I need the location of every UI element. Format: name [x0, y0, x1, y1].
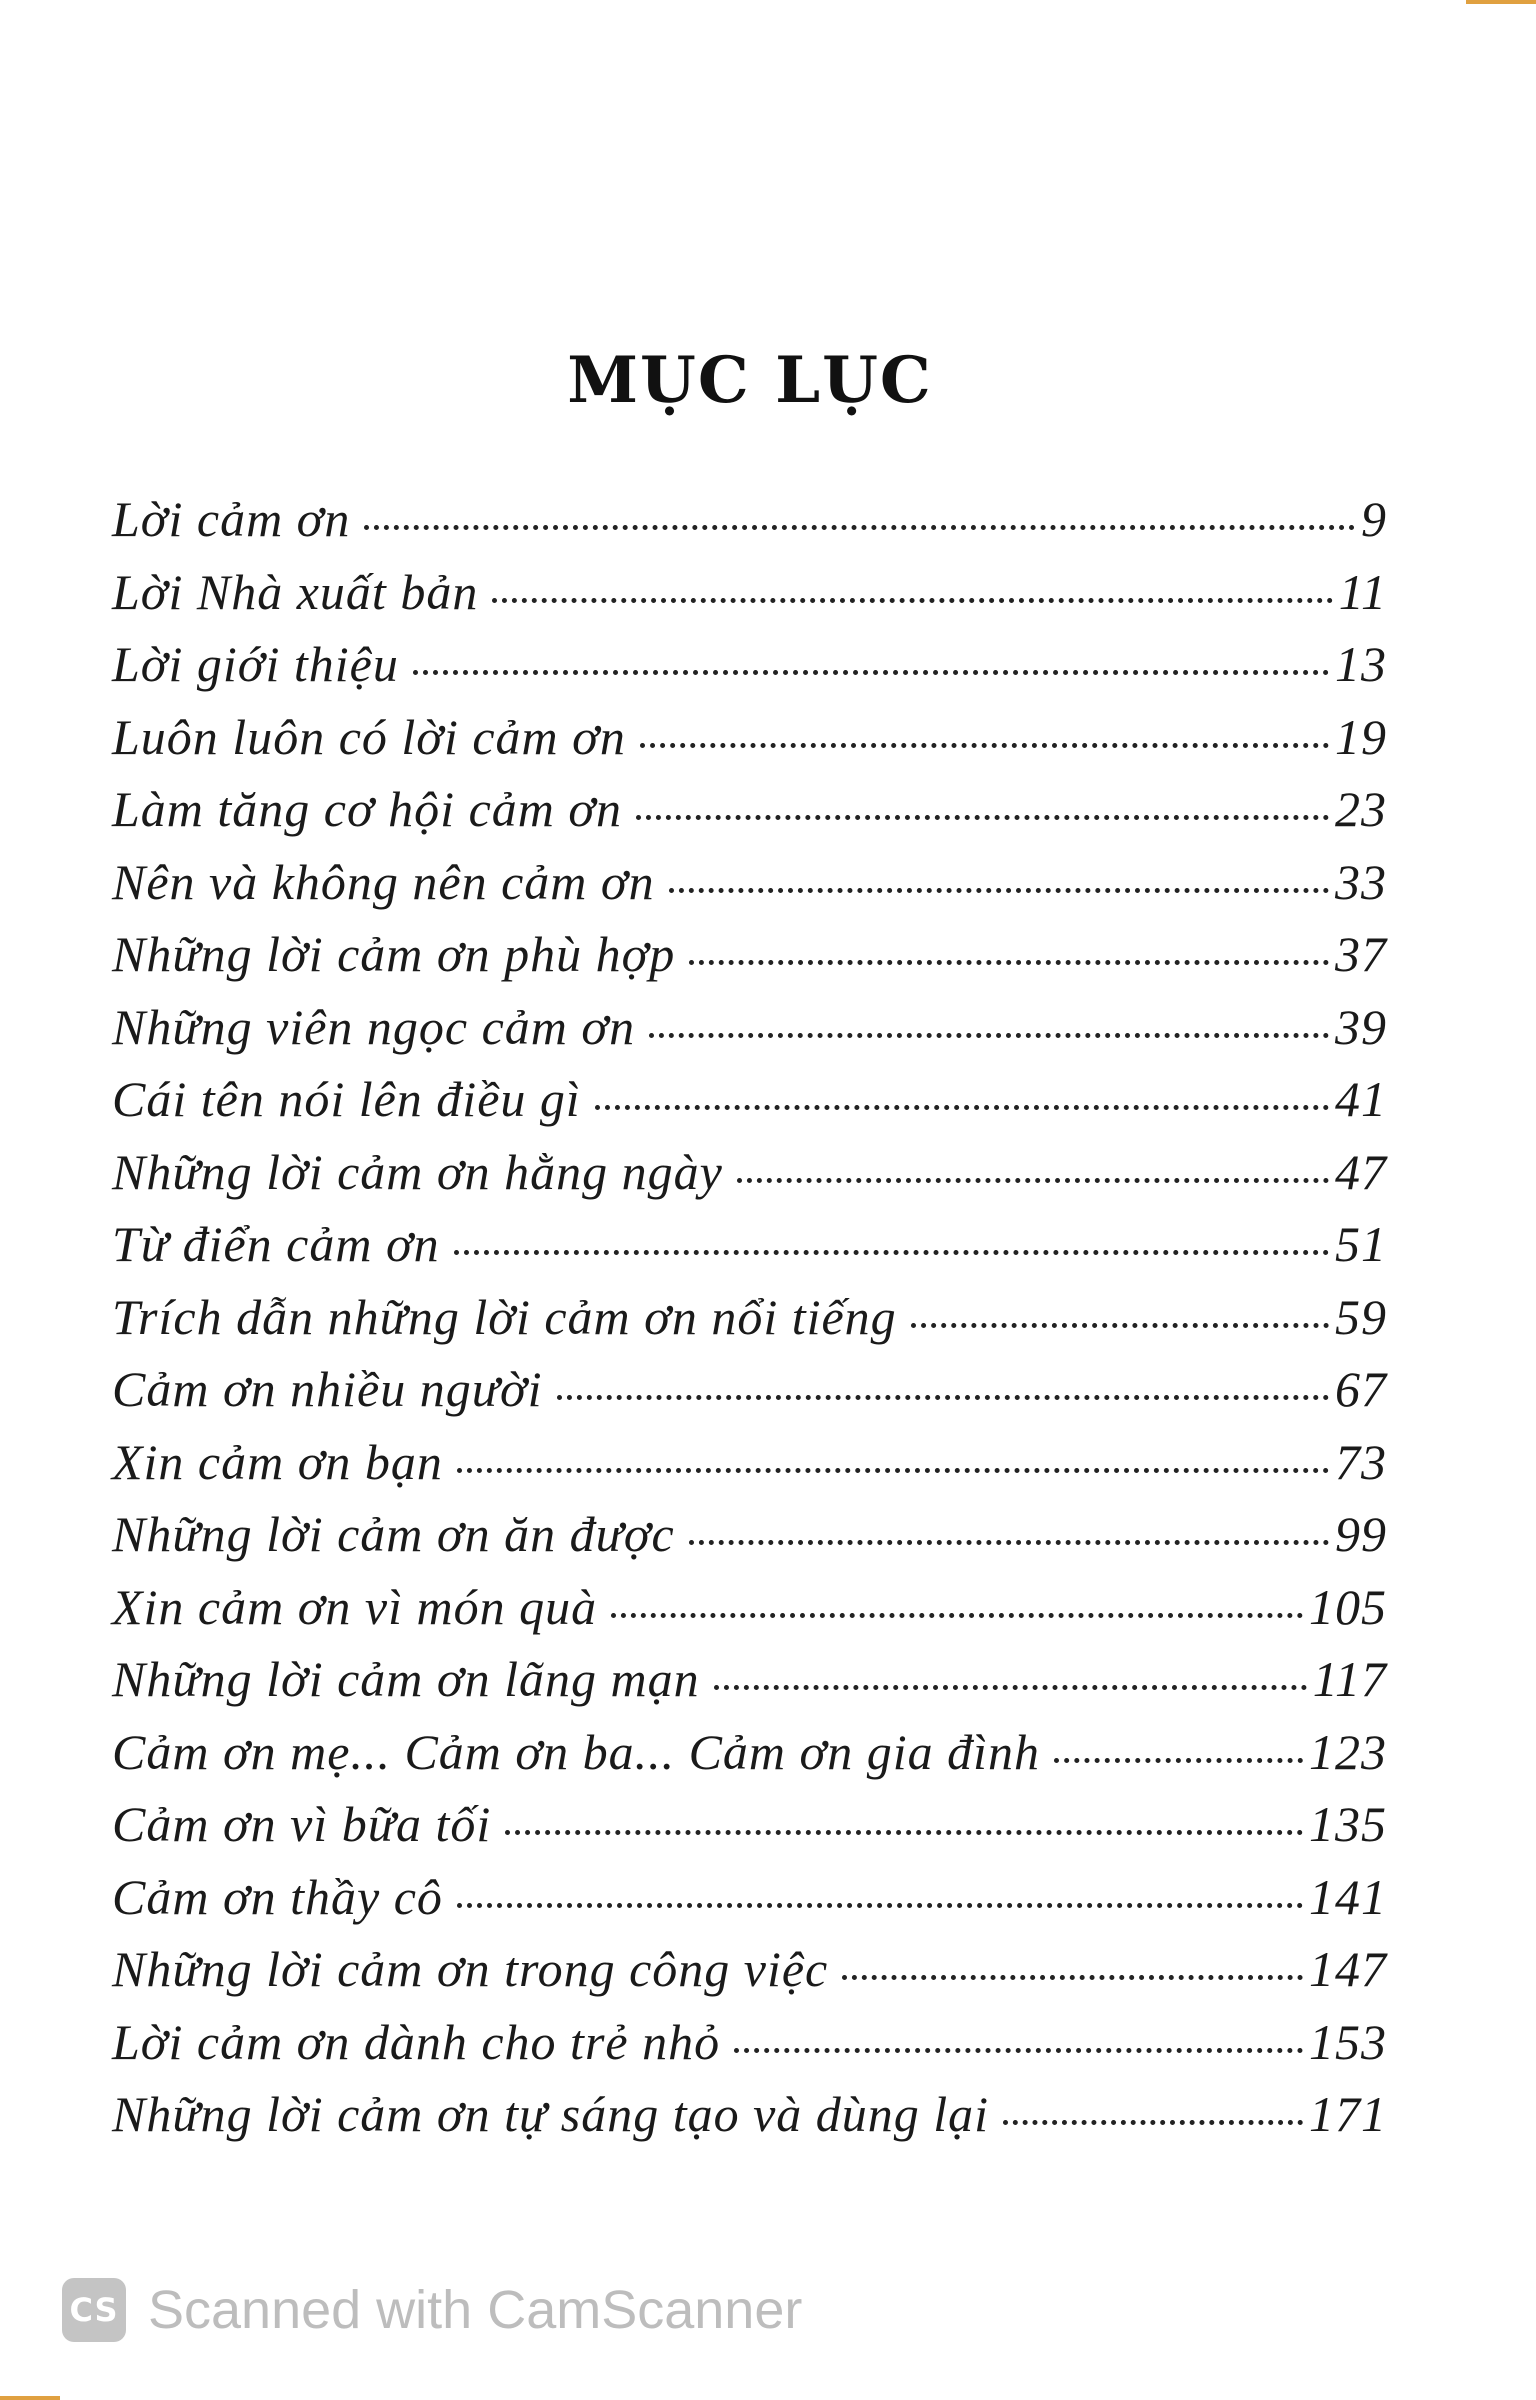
- toc-entry: [112, 1795, 1387, 1868]
- toc-entry-title: Lời giới thiệu: [112, 636, 399, 692]
- toc-entry: [112, 1868, 1387, 1941]
- dot-leader: [737, 1178, 1329, 1183]
- toc-entry-page-number: 37: [1335, 926, 1387, 982]
- toc-entry: [112, 708, 1387, 781]
- toc-entry-title: Luôn luôn có lời cảm ơn: [112, 708, 626, 765]
- dot-leader: [557, 1395, 1329, 1400]
- toc-entry-page-number: 73: [1335, 1433, 1387, 1490]
- toc-entry-page-number: 117: [1312, 1651, 1387, 1707]
- toc-entry: [112, 563, 1387, 636]
- toc-entry-title: Những lời cảm ơn phù hợp: [112, 926, 676, 982]
- toc-entry-page-number: 135: [1309, 1796, 1387, 1852]
- dot-leader: [364, 525, 1355, 530]
- toc-entry: [112, 1723, 1387, 1796]
- toc-entry-title: Những lời cảm ơn trong công việc: [112, 1941, 829, 1997]
- toc-entry-title: Trích dẫn những lời cảm ơn nổi tiếng: [112, 1288, 897, 1345]
- toc-entry: [112, 1143, 1387, 1216]
- dot-leader: [611, 1613, 1303, 1618]
- toc-entry-title: Xin cảm ơn vì món quà: [112, 1578, 598, 1635]
- toc-entry-page-number: 67: [1335, 1361, 1387, 1417]
- toc-entry-page-number: 23: [1335, 781, 1387, 837]
- toc-entry-title: Những lời cảm ơn lãng mạn: [112, 1651, 700, 1707]
- dot-leader: [492, 598, 1332, 603]
- toc-entry-title: Những lời cảm ơn ăn được: [112, 1506, 675, 1562]
- toc-entry-title: Cảm ơn mẹ... Cảm ơn ba... Cảm ơn gia đình: [112, 1723, 1041, 1780]
- toc-entry-page-number: 13: [1335, 636, 1387, 692]
- toc-entry-title: Những lời cảm ơn hằng ngày: [112, 1143, 723, 1200]
- toc-entry-page-number: 51: [1335, 1216, 1387, 1272]
- toc-entry: [112, 780, 1387, 853]
- toc-entry-title: Làm tăng cơ hội cảm ơn: [112, 781, 623, 837]
- toc-entry-page-number: 123: [1309, 1723, 1387, 1780]
- dot-leader: [595, 1105, 1329, 1110]
- toc-entry-page-number: 171: [1309, 2086, 1387, 2142]
- dot-leader: [505, 1830, 1303, 1835]
- dot-leader: [1054, 1758, 1303, 1763]
- dot-leader: [669, 888, 1329, 893]
- toc-entry: [112, 1433, 1387, 1506]
- toc-entry-title: Cái tên nói lên điều gì: [112, 1071, 581, 1127]
- page-title: MỤC LỤC: [567, 342, 933, 418]
- toc-entry-title: Lời cảm ơn dành cho trẻ nhỏ: [112, 2013, 721, 2070]
- toc-entry-title: Cảm ơn nhiều người: [112, 1361, 543, 1417]
- watermark-text: Scanned with CamScanner: [148, 2280, 803, 2340]
- toc-entry: [112, 1070, 1387, 1143]
- toc-entry-title: Từ điển cảm ơn: [112, 1216, 440, 1272]
- toc-entry-page-number: 141: [1309, 1868, 1387, 1925]
- toc-entry: [112, 853, 1387, 926]
- camscanner-logo-icon: CS: [62, 2278, 126, 2342]
- toc-entry-page-number: 105: [1309, 1578, 1387, 1635]
- toc-entry: [112, 2085, 1387, 2158]
- toc-entry: [112, 2013, 1387, 2086]
- dot-leader: [911, 1323, 1329, 1328]
- dot-leader: [689, 960, 1329, 965]
- table-of-contents: [112, 490, 1387, 2158]
- toc-entry: [112, 1940, 1387, 2013]
- toc-entry: [112, 1505, 1387, 1578]
- toc-entry: [112, 635, 1387, 708]
- toc-entry-title: Xin cảm ơn bạn: [112, 1433, 443, 1490]
- dot-leader: [457, 1903, 1303, 1908]
- toc-entry-title: Lời cảm ơn: [112, 491, 351, 547]
- dot-leader: [842, 1975, 1303, 1980]
- scanner-watermark: [62, 2278, 802, 2342]
- paper-edge-top: [1466, 0, 1536, 4]
- toc-entry-page-number: 9: [1361, 491, 1387, 547]
- dot-leader: [454, 1250, 1329, 1255]
- dot-leader: [1003, 2120, 1303, 2125]
- toc-entry-page-number: 11: [1338, 563, 1387, 620]
- toc-entry-title: Những lời cảm ơn tự sáng tạo và dùng lại: [112, 2086, 990, 2142]
- toc-entry-page-number: 39: [1335, 998, 1387, 1055]
- dot-leader: [457, 1468, 1329, 1473]
- toc-entry-title: Cảm ơn vì bữa tối: [112, 1796, 492, 1852]
- toc-entry: [112, 998, 1387, 1071]
- toc-entry: [112, 1288, 1387, 1361]
- toc-entry-page-number: 33: [1335, 853, 1387, 910]
- toc-entry: [112, 1360, 1387, 1433]
- toc-entry: [112, 490, 1387, 563]
- toc-entry-title: Lời Nhà xuất bản: [112, 563, 479, 620]
- toc-entry: [112, 1650, 1387, 1723]
- toc-entry-page-number: 99: [1335, 1506, 1387, 1562]
- toc-entry-title: Nên và không nên cảm ơn: [112, 853, 655, 910]
- dot-leader: [689, 1540, 1329, 1545]
- toc-entry-title: Những viên ngọc cảm ơn: [112, 998, 636, 1055]
- toc-entry-page-number: 147: [1309, 1941, 1387, 1997]
- toc-entry: [112, 1578, 1387, 1651]
- toc-entry: [112, 925, 1387, 998]
- toc-entry-page-number: 59: [1335, 1288, 1387, 1345]
- toc-entry-title: Cảm ơn thầy cô: [112, 1868, 443, 1925]
- paper-edge-bottom: [0, 2396, 60, 2400]
- dot-leader: [714, 1685, 1307, 1690]
- dot-leader: [413, 670, 1329, 675]
- toc-entry-page-number: 41: [1335, 1071, 1387, 1127]
- dot-leader: [636, 815, 1329, 820]
- dot-leader: [734, 2048, 1303, 2053]
- toc-entry: [112, 1215, 1387, 1288]
- toc-entry-page-number: 47: [1335, 1143, 1387, 1200]
- dot-leader: [649, 1033, 1329, 1038]
- dot-leader: [640, 743, 1329, 748]
- toc-entry-page-number: 19: [1335, 708, 1387, 765]
- toc-entry-page-number: 153: [1309, 2013, 1387, 2070]
